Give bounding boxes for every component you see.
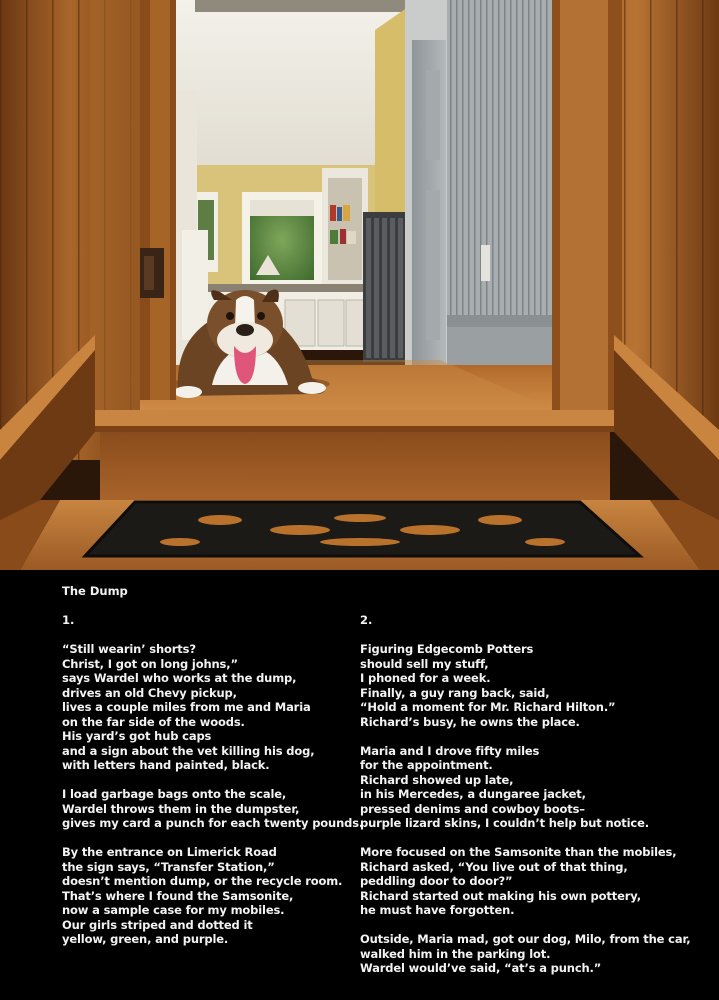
poem-line: now a sample case for my mobiles. — [62, 903, 285, 917]
stanza — [360, 642, 660, 729]
poem-line: Wardel throws them in the dumpster, — [62, 801, 300, 816]
poem-line: Wardel would’ve said, “at’s a punch.” — [360, 961, 602, 975]
poem-column-1 — [62, 613, 362, 961]
poem-line: Maria and I drove fifty miles — [360, 743, 540, 758]
poem-line: says Wardel who works at the dump, — [62, 671, 297, 685]
stanza — [62, 642, 362, 773]
poem-line: with letters hand painted, black. — [62, 758, 270, 772]
poem-line: purple lizard skins, I couldn’t help but notice. — [360, 816, 649, 830]
poem-line: By the entrance on Limerick Road — [62, 845, 277, 859]
poem-line: walked him in the parking lot. — [360, 946, 551, 961]
poem-line: for the appointment. — [360, 758, 493, 772]
poem-title: The Dump — [62, 584, 128, 598]
stanza — [360, 845, 677, 918]
stanza — [62, 845, 362, 947]
poem-line: pressed denims and cowboy boots– — [360, 801, 585, 816]
poem-line: drives an old Chevy pickup, — [62, 685, 237, 700]
section-number: 2. — [360, 613, 373, 627]
poem-line: Richard showed up late, — [360, 772, 514, 787]
poem-line: More focused on the Samsonite than the mobiles, — [360, 845, 677, 859]
poem-line: “Still wearin’ shorts? — [62, 642, 196, 656]
doormat-illustration — [85, 502, 640, 556]
poem-line: Figuring Edgecomb Potters — [360, 642, 534, 656]
poem-line: in his Mercedes, a dungaree jacket, — [360, 787, 586, 801]
poem-column-2 — [360, 613, 691, 990]
poem-section — [0, 570, 719, 1000]
stanza — [360, 744, 660, 831]
poem-line: yellow, green, and purple. — [62, 932, 229, 946]
poem-line: the sign says, “Transfer Station,” — [62, 859, 275, 874]
stanza — [360, 932, 691, 976]
poem-line: on the far side of the woods. — [62, 714, 245, 729]
poem-line: I load garbage bags onto the scale, — [62, 787, 287, 801]
poem-line: he must have forgotten. — [360, 903, 515, 917]
poem-line: Richard’s busy, he owns the place. — [360, 714, 580, 729]
poem-line: “Hold a moment for Mr. Richard Hilton.” — [360, 700, 616, 714]
poem-line: His yard’s got hub caps — [62, 729, 212, 743]
poem-line: Finally, a guy rang back, said, — [360, 685, 550, 700]
poem-line: Our girls striped and dotted it — [62, 917, 253, 932]
poem-line: gives my card a punch for each twenty pounds. — [62, 816, 364, 830]
poem-line: lives a couple miles from me and Maria — [62, 700, 311, 714]
poem-line: Richard asked, “You live out of that thing, — [360, 859, 628, 874]
poem-line: doesn’t mention dump, or the recycle room. — [62, 874, 343, 888]
stanza — [62, 787, 362, 831]
section-number: 1. — [62, 613, 75, 627]
poem-line: and a sign about the vet killing his dog, — [62, 743, 315, 758]
poem-line: Outside, Maria mad, got our dog, Milo, from the car, — [360, 932, 691, 946]
poem-line: peddling door to door?” — [360, 874, 513, 888]
poem-line: I phoned for a week. — [360, 671, 491, 685]
poem-line: Richard started out making his own pottery, — [360, 888, 641, 903]
poem-line: That’s where I found the Samsonite, — [62, 888, 294, 903]
poem-line: Christ, I got on long johns,” — [62, 656, 238, 671]
poem-line: should sell my stuff, — [360, 656, 489, 671]
